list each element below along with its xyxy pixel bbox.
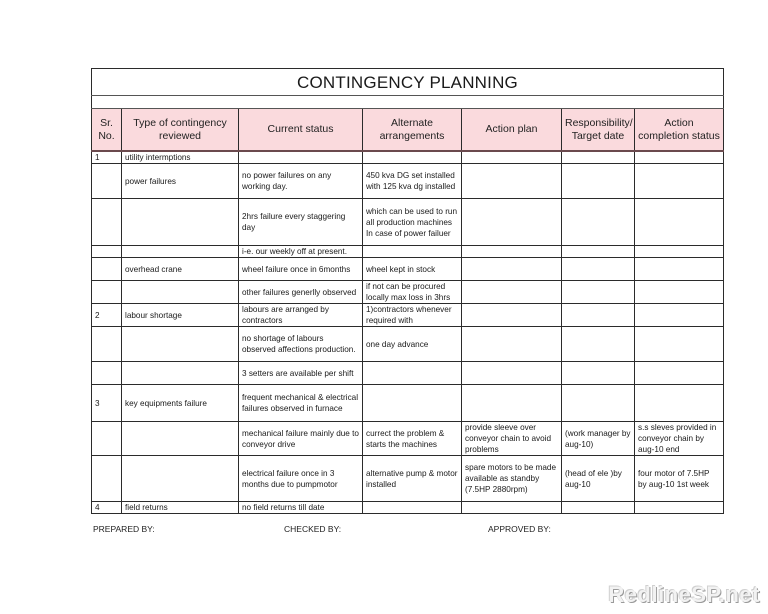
table-row	[92, 246, 724, 258]
type-cell: labour shortage	[122, 304, 239, 327]
completion-cell	[635, 385, 724, 422]
table-row	[92, 164, 724, 199]
table-row	[92, 456, 724, 502]
sr-no-cell	[92, 456, 122, 502]
current-status-cell: 2hrs failure every staggering day	[239, 199, 363, 246]
action-plan-cell	[462, 385, 562, 422]
responsibility-cell	[562, 327, 635, 362]
sr-no-cell: 4	[92, 502, 122, 514]
current-status-cell: mechanical failure mainly due to conveyor drive	[239, 422, 363, 456]
current-status-cell	[239, 151, 363, 164]
completion-cell	[635, 304, 724, 327]
sr-no-cell	[92, 422, 122, 456]
type-cell	[122, 327, 239, 362]
alternate-cell: 450 kva DG set installed with 125 kva dg installed	[363, 164, 462, 199]
action-plan-cell: provide sleeve over conveyor chain to avoid problems	[462, 422, 562, 456]
current-status-cell: wheel failure once in 6months	[239, 258, 363, 281]
action-plan-cell	[462, 246, 562, 258]
blank-row	[92, 96, 724, 109]
responsibility-cell	[562, 304, 635, 327]
table-row	[92, 422, 724, 456]
col-header-current-status: Current status	[239, 109, 363, 152]
completion-cell	[635, 362, 724, 385]
current-status-cell: frequent mechanical & electrical failures observed in furnace	[239, 385, 363, 422]
type-cell: power failures	[122, 164, 239, 199]
completion-cell	[635, 502, 724, 514]
responsibility-cell: (work manager by aug-10)	[562, 422, 635, 456]
checked-by-label: CHECKED BY:	[284, 524, 342, 534]
sr-no-cell	[92, 258, 122, 281]
completion-cell	[635, 281, 724, 304]
header-row	[92, 109, 724, 152]
alternate-cell	[363, 246, 462, 258]
alternate-cell: currect the problem & starts the machines	[363, 422, 462, 456]
completion-cell: four motor of 7.5HP by aug-10 1st week	[635, 456, 724, 502]
type-cell	[122, 246, 239, 258]
completion-cell	[635, 164, 724, 199]
responsibility-cell	[562, 281, 635, 304]
sr-no-cell: 1	[92, 151, 122, 164]
table-row	[92, 385, 724, 422]
sr-no-cell: 3	[92, 385, 122, 422]
sr-no-cell	[92, 281, 122, 304]
table-row	[92, 258, 724, 281]
contingency-table	[91, 68, 724, 514]
action-plan-cell: spare motors to be made available as standby (7.5HP 2880rpm)	[462, 456, 562, 502]
type-cell	[122, 199, 239, 246]
alternate-cell	[363, 151, 462, 164]
action-plan-cell	[462, 502, 562, 514]
action-plan-cell	[462, 327, 562, 362]
current-status-cell: no shortage of labours observed affections production.	[239, 327, 363, 362]
responsibility-cell	[562, 502, 635, 514]
action-plan-cell	[462, 199, 562, 246]
action-plan-cell	[462, 258, 562, 281]
completion-cell	[635, 258, 724, 281]
completion-cell	[635, 246, 724, 258]
current-status-cell: electrical failure once in 3 months due to pumpmotor	[239, 456, 363, 502]
responsibility-cell	[562, 164, 635, 199]
approved-by-label: APPROVED BY:	[488, 524, 551, 534]
action-plan-cell	[462, 281, 562, 304]
sr-no-cell	[92, 199, 122, 246]
contingency-planning-sheet	[91, 68, 723, 514]
col-header-sr-no: Sr. No.	[92, 109, 122, 152]
sr-no-cell	[92, 246, 122, 258]
page-title: CONTINGENCY PLANNING	[92, 69, 724, 96]
current-status-cell: no power failures on any working day.	[239, 164, 363, 199]
responsibility-cell	[562, 258, 635, 281]
completion-cell	[635, 151, 724, 164]
table-row	[92, 281, 724, 304]
current-status-cell: labours are arranged by contractors	[239, 304, 363, 327]
alternate-cell: alternative pump & motor installed	[363, 456, 462, 502]
action-plan-cell	[462, 304, 562, 327]
completion-cell	[635, 199, 724, 246]
type-cell	[122, 362, 239, 385]
table-row	[92, 199, 724, 246]
current-status-cell: other failures generlly observed	[239, 281, 363, 304]
table-row	[92, 502, 724, 514]
alternate-cell	[363, 385, 462, 422]
type-cell: utility intermptions	[122, 151, 239, 164]
sr-no-cell	[92, 362, 122, 385]
alternate-cell: which can be used to run all production machines In case of power failuer	[363, 199, 462, 246]
table-row	[92, 362, 724, 385]
sr-no-cell	[92, 164, 122, 199]
responsibility-cell	[562, 246, 635, 258]
responsibility-cell	[562, 362, 635, 385]
prepared-by-label: PREPARED BY:	[93, 524, 155, 534]
col-header-action-plan: Action plan	[462, 109, 562, 152]
alternate-cell: wheel kept in stock	[363, 258, 462, 281]
type-cell: overhead crane	[122, 258, 239, 281]
type-cell: field returns	[122, 502, 239, 514]
action-plan-cell	[462, 362, 562, 385]
responsibility-cell	[562, 385, 635, 422]
action-plan-cell	[462, 151, 562, 164]
type-cell: key equipments failure	[122, 385, 239, 422]
title-row	[92, 69, 724, 96]
type-cell	[122, 422, 239, 456]
col-header-completion: Action completion status	[635, 109, 724, 152]
action-plan-cell	[462, 164, 562, 199]
current-status-cell: no field returns till date	[239, 502, 363, 514]
col-header-responsibility: Responsibility/ Target date	[562, 109, 635, 152]
alternate-cell	[363, 502, 462, 514]
current-status-cell: 3 setters are available per shift	[239, 362, 363, 385]
current-status-cell: i-e. our weekly off at present.	[239, 246, 363, 258]
alternate-cell: one day advance	[363, 327, 462, 362]
table-row	[92, 304, 724, 327]
type-cell	[122, 456, 239, 502]
watermark-logo: RedlineSP.net	[608, 582, 760, 607]
responsibility-cell	[562, 199, 635, 246]
table-row	[92, 151, 724, 164]
table-row	[92, 327, 724, 362]
type-cell	[122, 281, 239, 304]
alternate-cell	[363, 362, 462, 385]
col-header-type: Type of contingency reviewed	[122, 109, 239, 152]
completion-cell	[635, 327, 724, 362]
col-header-alternate: Alternate arrangements	[363, 109, 462, 152]
alternate-cell: 1)contractors whenever required with	[363, 304, 462, 327]
responsibility-cell	[562, 151, 635, 164]
completion-cell: s.s sleves provided in conveyor chain by aug-10 end	[635, 422, 724, 456]
sr-no-cell	[92, 327, 122, 362]
responsibility-cell: (head of ele )by aug-10	[562, 456, 635, 502]
sr-no-cell: 2	[92, 304, 122, 327]
alternate-cell: if not can be procured locally max loss in 3hrs	[363, 281, 462, 304]
